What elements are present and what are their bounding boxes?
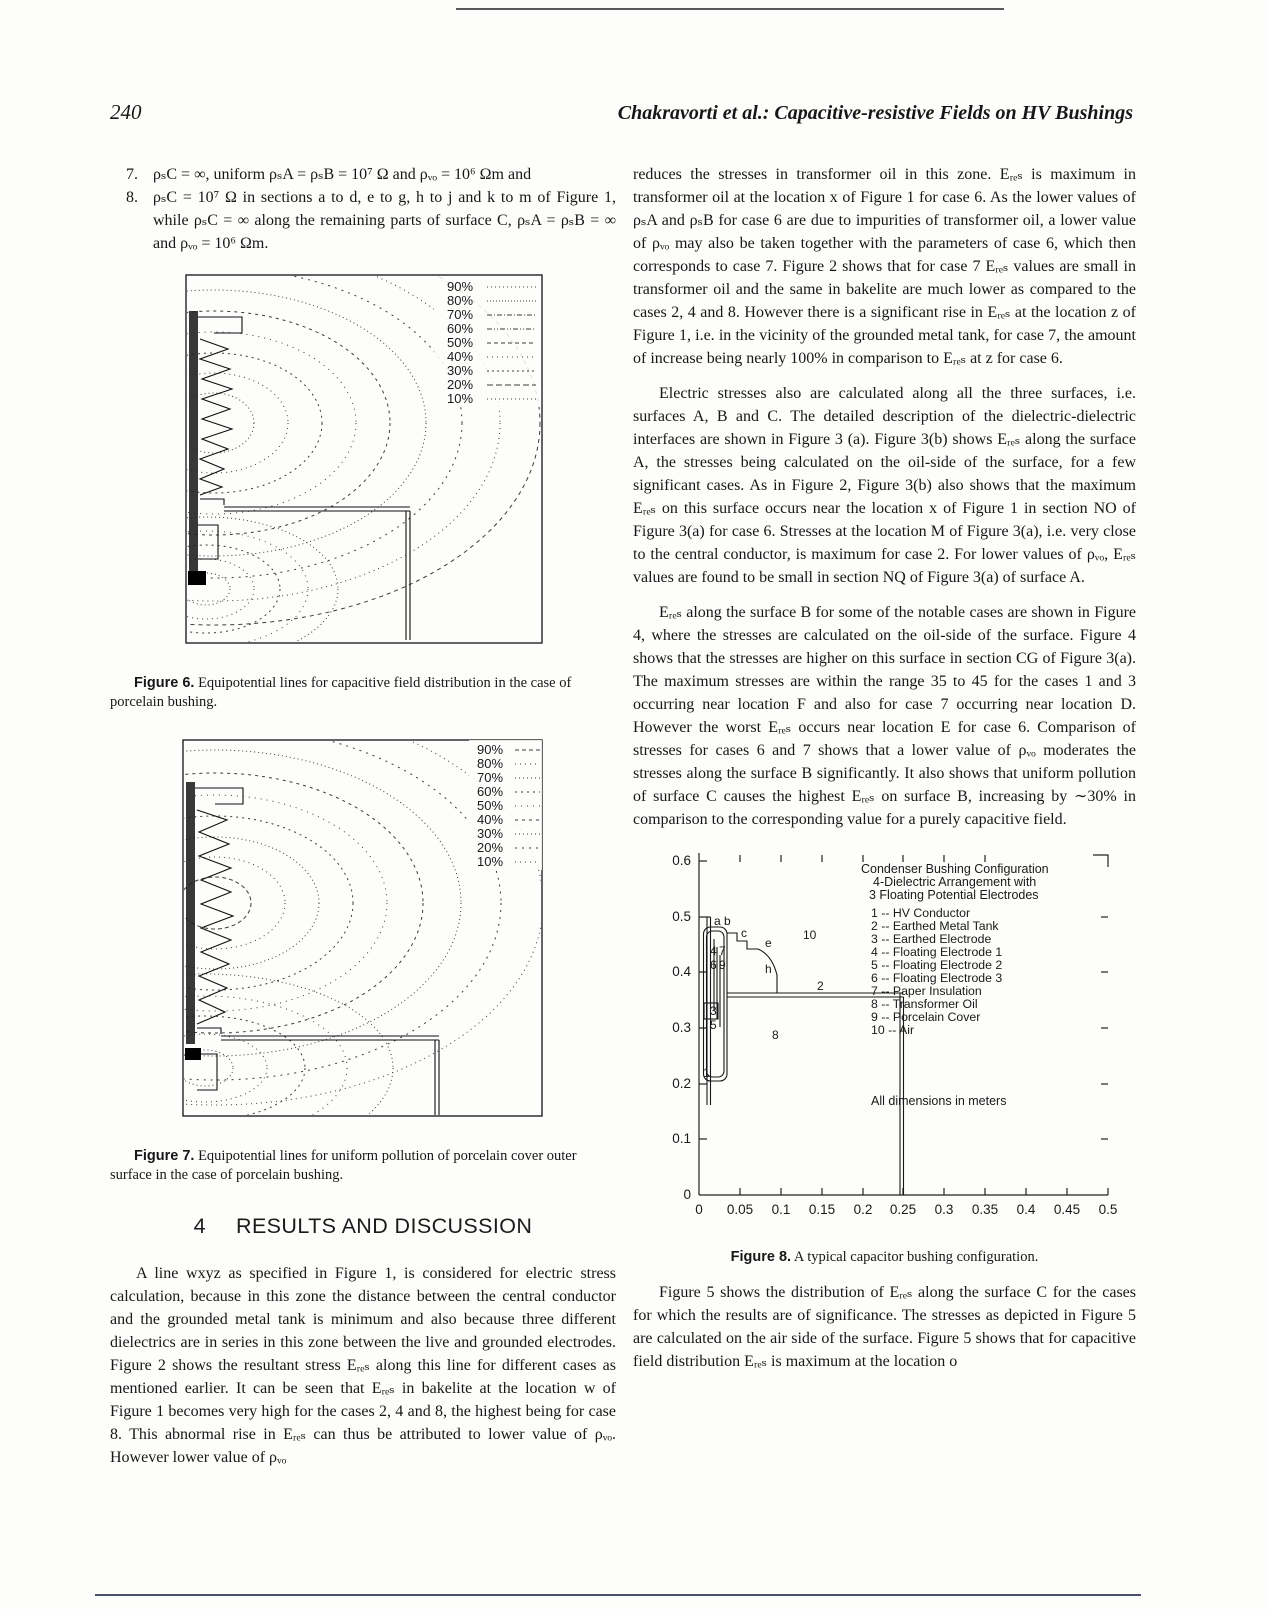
figure-8-xtick-label: 0.05 (726, 1202, 754, 1217)
figure-8-xtick-label: 0.45 (1053, 1202, 1081, 1217)
figure-8-xtick-label: 0.4 (1016, 1202, 1036, 1217)
figure-8-xtick-label: 0 (695, 1202, 703, 1217)
figure-7-plot (181, 738, 544, 1118)
section-heading (110, 1215, 616, 1238)
figure-7-caption (110, 1147, 616, 1185)
figure-8-ytick-label: 0 (683, 1187, 691, 1202)
section-number: 4 (193, 1214, 207, 1238)
figure-8-region-label: 6 (710, 958, 717, 972)
figure-8-legend-item: 2 -- Earthed Metal Tank (871, 919, 999, 933)
figure-8-region-label: 9 (719, 958, 726, 972)
figure-6-caption-text: Equipotential lines for capacitive field distribution in the case of porcelain bushing. (110, 675, 572, 710)
figure-8-xtick-label: 0.2 (853, 1202, 873, 1217)
body-paragraph-right-4: Figure 5 shows the distribution of Eᵣₑₛ along the surface C for the cases for which the results are of significance. The stresses as depicted in Figure 5 are calculated on the air side of the surface. Figure 5 shows that for capacitive field distribution Eᵣₑₛ is maximum at the location o (633, 1284, 1136, 1370)
figure-8-xtick-label: 0.5 (1098, 1202, 1118, 1217)
figure-8-xtick-label: 0.35 (971, 1202, 999, 1217)
figure-6-legend-label: 80% (447, 293, 474, 308)
figure-6-legend-label: 20% (447, 377, 474, 392)
figure-8-region-label: 7 (719, 944, 726, 958)
body-paragraph-left-1: A line wxyz as specified in Figure 1, is considered for electric stress calculation, because in this zone the distance between the central conductor and the grounded metal tank is minimum and also because three different dielectrics are in series in this zone between the live and grounded electrodes. Figure 2 shows the resultant stress Eᵣₑₛ along this line for different cases as mentioned earlier. It can be seen that Eᵣₑₛ in bakelite at the location w of Figure 1 becomes very high for the cases 2, 4 and 8, the highest being for case 8. This abnormal rise in Eᵣₑₛ can thus be attributed to lower value of ρᵥₒ. However lower value of ρᵥₒ (110, 1265, 616, 1466)
figure-8-region-label: 4 (710, 944, 717, 958)
figure-8-legend-item: 1 -- HV Conductor (871, 906, 971, 920)
figure-7-legend-label: 60% (477, 784, 504, 799)
figure-7-legend-label: 50% (477, 798, 504, 813)
figure-7-caption-text: Equipotential lines for uniform pollution of porcelain cover outer surface in the case of porcelain bushing. (110, 1148, 577, 1183)
list-item-8 (126, 186, 616, 255)
figure-6-bushing-outline (188, 311, 410, 640)
page-number: 240 (110, 100, 142, 124)
figure-6-plot (184, 273, 544, 645)
figure-7-legend-label: 70% (477, 770, 504, 785)
figure-8-legend-item: 9 -- Porcelain Cover (871, 1010, 981, 1024)
figure-8-legend-title-line: 3 Floating Potential Electrodes (869, 888, 1039, 902)
figure-8-region-label: b (724, 914, 731, 928)
case-list (110, 163, 616, 255)
body-paragraph-right-3: Eᵣₑₛ along the surface B for some of the notable cases are shown in Figure 4, where the stresses are calculated on the oil-side of the surface. Figure 4 shows that the stresses are higher on this surface in section CG of Figure 3(a). The maximum stresses are within the range 35 to 45 for the cases 1 and 3 occurring near location F and also for case 7 occurring near location D. However the worst Eᵣₑₛ occurs near location E for case 6. Comparison of stresses for cases 6 and 7 shows that a lower value of ρᵥₒ moderates the stresses along the surface B significantly. It also shows that uniform pollution of surface C causes the highest Eᵣₑₛ on surface B, increasing by ∼30% in comparison to the corresponding value for a purely capacitive field. (633, 604, 1136, 828)
list-item-7-marker: 7. (126, 166, 138, 183)
figure-8-xtick-label: 0.3 (934, 1202, 954, 1217)
figure-8-caption (633, 1248, 1136, 1267)
figure-8-ytick-label: 0.2 (672, 1076, 691, 1091)
figure-8-region-label: h (765, 962, 772, 976)
figure-7 (181, 738, 616, 1125)
page-header (110, 100, 1133, 125)
figure-8-ytick-label: 0.4 (672, 964, 691, 979)
figure-7-legend-label: 30% (477, 826, 504, 841)
figure-8-region-label: a (714, 914, 721, 928)
right-column (633, 163, 1136, 1385)
figure-7-bushing-outline (185, 782, 439, 1115)
figure-8-legend-title-line: Condenser Bushing Configuration (861, 862, 1049, 876)
figure-8-ytick-label: 0.3 (672, 1020, 691, 1035)
list-item-7 (126, 163, 616, 186)
figure-7-legend-label: 10% (477, 854, 504, 869)
figure-6-caption (110, 674, 616, 712)
figure-7-caption-label: Figure 7. (134, 1148, 195, 1164)
figure-6-legend-label: 50% (447, 335, 474, 350)
figure-8-legend-item: 10 -- Air (871, 1023, 915, 1037)
figure-6-legend-label: 90% (447, 279, 474, 294)
figure-7-legend-label: 20% (477, 840, 504, 855)
figure-8-legend-item: 8 -- Transformer Oil (871, 997, 978, 1011)
figure-8-region-label: 10 (803, 928, 817, 942)
body-paragraph-right-1: reduces the stresses in transformer oil in this zone. Eᵣₑₛ is maximum in transformer oil at the location x of Figure 1 for case 6. As the lower values of ρₛA and ρₛB for case 6 are due to impurities of transformer oil, a lower value of ρᵥₒ may also be taken together with the parameters of case 6, which then corresponds to case 7. Figure 2 shows that for case 7 Eᵣₑₛ values are small in transformer oil and the same in bakelite are much lower as compared to the cases 2, 4 and 8. However there is a significant rise in Eᵣₑₛ at the location z of Figure 1, i.e. in the vicinity of the grounded metal tank, for case 7, the amount of increase being nearly 100% in comparison to Eᵣₑₛ at z for case 6. (633, 166, 1136, 367)
figure-8-legend-item: 3 -- Earthed Electrode (871, 932, 992, 946)
figure-6-legend-label: 40% (447, 349, 474, 364)
figure-8-legend-item: 5 -- Floating Electrode 2 (871, 958, 1003, 972)
figure-6-legend-label: 70% (447, 307, 474, 322)
top-rule (456, 8, 1004, 10)
figure-8-legend-item: 7 -- Paper Insulation (871, 984, 982, 998)
figure-8-region-label: 8 (772, 1028, 779, 1042)
figure-8 (657, 843, 1136, 1242)
body-paragraph-right-2: Electric stresses also are calculated along all the three surfaces, i.e. surfaces A, B and C. The detailed description of the dielectric-dielectric interfaces are shown in Figure 3 (a). Figure 3(b) shows Eᵣₑₛ along the surface A, the stresses being calculated on the oil-side of the surface, for a few significant cases. As in Figure 2, Figure 3(b) also shows that the maximum Eᵣₑₛ on this surface occurs near the location x of Figure 1 in section NO of Figure 3(a) for case 6. Stresses at the location M of Figure 3(a), i.e. very close to the central conductor, is maximum for case 2. For lower values of ρᵥₒ, Eᵣₑₛ values are found to be small in section NQ of Figure 3(a) of surface A. (633, 385, 1136, 586)
figure-8-region-label: c (741, 926, 747, 940)
figure-6-legend-label: 60% (447, 321, 474, 336)
figure-7-legend-label: 80% (477, 756, 504, 771)
figure-8-xtick-label: 0.25 (889, 1202, 917, 1217)
figure-8-legend-title-line: 4-Dielectric Arrangement with (873, 875, 1037, 889)
figure-8-xtick-label: 0.1 (771, 1202, 791, 1217)
figure-8-legend-item: 6 -- Floating Electrode 3 (871, 971, 1003, 985)
figure-8-dimensions-note: All dimensions in meters (871, 1094, 1007, 1108)
figure-8-ytick-label: 0.1 (672, 1131, 691, 1146)
figure-6-legend-label: 10% (447, 391, 474, 406)
figure-7-legend (469, 740, 542, 870)
section-title: RESULTS AND DISCUSSION (236, 1214, 533, 1238)
figure-8-region-label: 1 (703, 1066, 710, 1080)
figure-8-caption-label: Figure 8. (730, 1249, 792, 1265)
list-item-8-text: ρₛC = 10⁷ Ω in sections a to d, e to g, h to j and k to m of Figure 1, while ρₛC = ∞ along the remaining parts of surface C, ρₛA = ρₛB = ∞ and ρᵥₒ = 10⁶ Ωm. (153, 189, 616, 252)
figure-8-region-label: 5 (710, 1018, 717, 1032)
figure-6-legend-label: 30% (447, 363, 474, 378)
figure-8-xtick-label: 0.15 (808, 1202, 836, 1217)
figure-6-caption-label: Figure 6. (134, 675, 195, 691)
bottom-rule (95, 1594, 1141, 1596)
figure-8-ytick-label: 0.6 (672, 853, 691, 868)
figure-8-legend-item: 4 -- Floating Electrode 1 (871, 945, 1003, 959)
figure-6 (184, 273, 616, 652)
figure-8-plot (657, 843, 1127, 1235)
figure-8-region-label: e (765, 936, 772, 950)
list-item-8-marker: 8. (126, 189, 138, 206)
figure-8-region-label: 3 (710, 1004, 717, 1018)
running-head: Chakravorti et al.: Capacitive-resistive Fields on HV Bushings (617, 102, 1133, 124)
figure-6-legend (434, 277, 540, 407)
figure-8-caption-text: A typical capacitor bushing configuration. (793, 1249, 1039, 1265)
figure-7-legend-label: 90% (477, 742, 504, 757)
left-column (110, 163, 616, 1481)
figure-8-ytick-label: 0.5 (672, 909, 691, 924)
figure-8-legend (861, 862, 1049, 1108)
figure-7-legend-label: 40% (477, 812, 504, 827)
figure-8-region-label: 2 (817, 979, 824, 993)
list-item-7-text: ρₛC = ∞, uniform ρₛA = ρₛB = 10⁷ Ω and ρᵥₒ = 10⁶ Ωm and (153, 166, 532, 183)
